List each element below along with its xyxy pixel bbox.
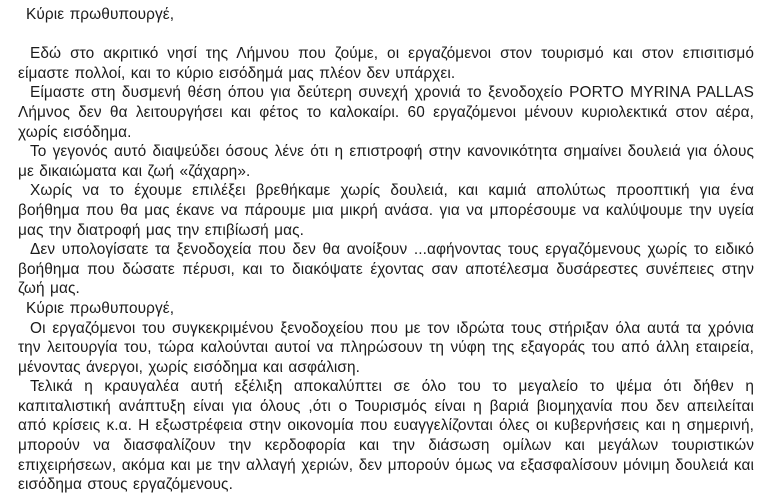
salutation-line: Κύριε πρωθυπουργέ, (26, 6, 175, 23)
paragraph-hotel-closure: Είμαστε στη δυσμενή θέση όπου για δεύτερη συνεχή χρονιά το ξενοδοχείο PORTO MYRINA PALLAS Λήμνος δεν θα λειτουργήσει και φέτος το καλοκαίρι. 60 εργαζόμενοι μένουν κυριολεκτικά στον αέρα, χωρίς εισόδημα. (18, 84, 754, 141)
paragraph-workers-price: Οι εργαζόμενοι του συγκεκριμένου ξενοδοχείου που με τον ιδρώτα τους στήριξαν όλα αυτά τα χρόνια την λειτουργία του, τώρα καλούνται αυτοί να πληρώσουν τη νύφη της εξαγοράς του από άλλη εταιρεία, μένοντας άνεργοι, χωρίς εισόδημα και ασφάλιση. (18, 319, 754, 376)
paragraph-intro: Εδώ στο ακριτικό νησί της Λήμνου που ζούμε, οι εργαζόμενοι στον τουρισμό και στον επισιτισμό είμαστε πολλοί, και το κύριο εισόδημά μας πλέον δεν υπάρχει. (18, 45, 754, 82)
paragraph-no-benefit: Χωρίς να το έχουμε επιλέξει βρεθήκαμε χωρίς δουλειά, και καμιά απολύτως προοπτική για ένα βοήθημα που θα μας έκανε να πάρουμε μια μικρή ανάσα. για να μπορέσουμε να καλύψουμε την υγεία μας την διατροφή μας την επιβίωσή μας. (18, 182, 754, 239)
paragraph-normality-claim: Το γεγονός αυτό διαψεύδει όσους λένε ότι η επιστροφή στην κανονικότητα σημαίνει δουλειά για όλους με δικαιώματα και ζωή «ζάχαρη». (18, 143, 754, 180)
paragraph-conclusion: Τελικά η κραυγαλέα αυτή εξέλιξη αποκαλύπτει σε όλο του το μεγαλείο το ψέμα ότι δήθεν η καπιταλιστική ανάπτυξη είναι για όλους ,ότι ο Τουρισμός είναι η βαριά βιομηχανία που δεν απειλείται από κρίσεις κ.α. Η εξωστρέφεια στην οικονομία που ευαγγελίζονται όλες οι κυβερνήσεις και η σημερινή, μπορούν να διασφαλίζουν την κερδοφορία και την διάσωση ομίλων και μεγάλων τουριστικών επιχειρήσεων, ακόμα και με την αλλαγή χεριών, δεν μπορούν όμως να εξασφαλίσουν μόνιμη δουλειά και εισόδημα στους εργαζόμενους. (18, 378, 754, 494)
paragraph-benefit-cut: Δεν υπολογίσατε τα ξενοδοχεία που δεν θα ανοίξουν ...αφήνοντας τους εργαζόμενους χωρίς το ειδικό βοήθημα που δώσατε πέρυσι, και το διακόψατε έχοντας σαν αποτέλεσμα δυσάρεστες συνέπειες στην ζωή μας. (18, 241, 754, 298)
salutation-line-2: Κύριε πρωθυπουργέ, (26, 299, 175, 317)
